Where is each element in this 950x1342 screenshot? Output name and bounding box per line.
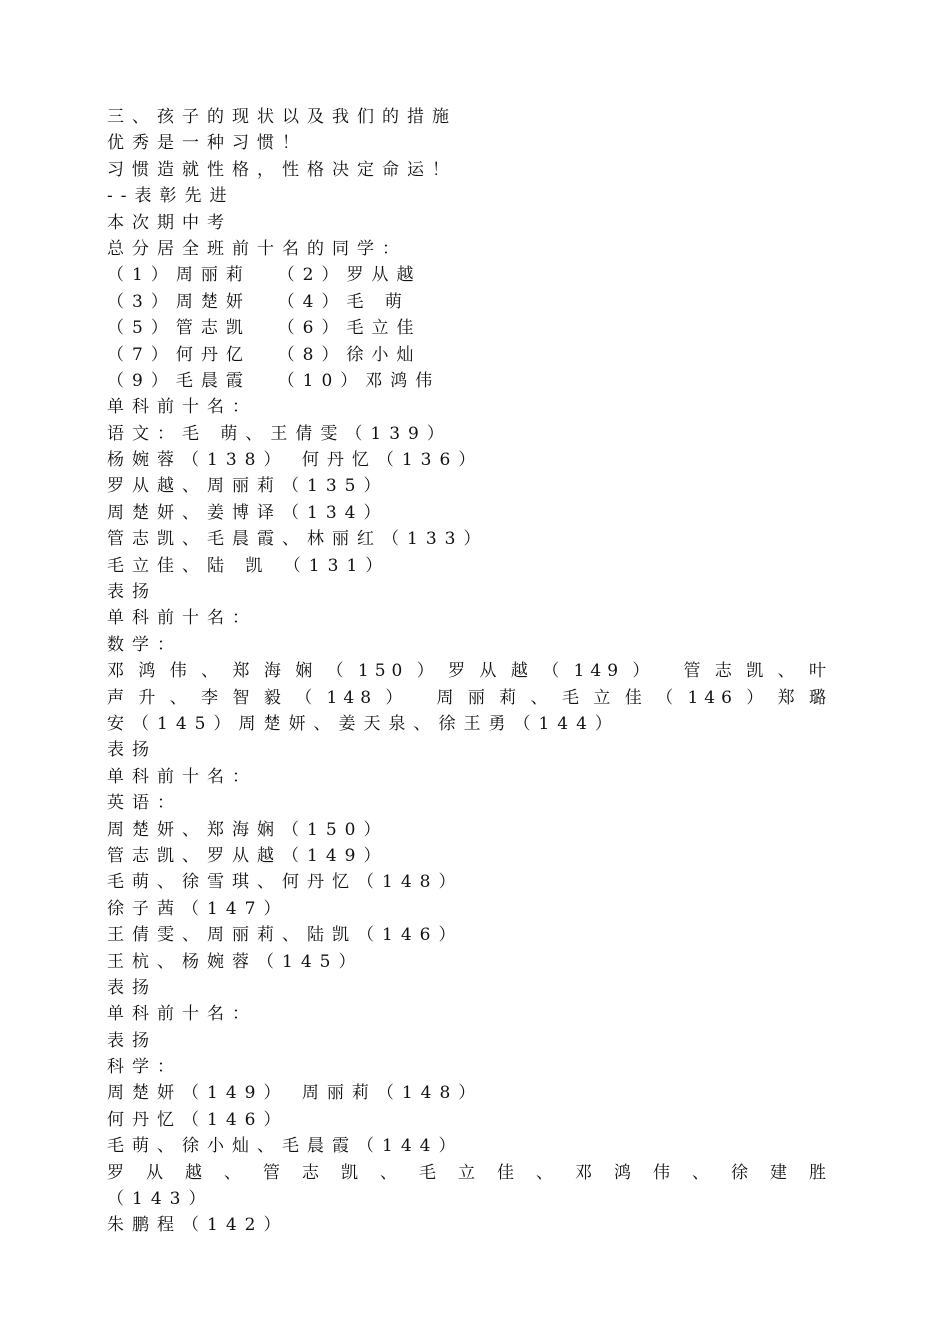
motto-line: 优秀是一种习惯！ (107, 133, 307, 154)
score-line: 徐子茜（147） (107, 898, 289, 919)
score-line: 杨婉蓉（138） 何丹忆（136） (107, 450, 484, 471)
document-page (107, 104, 832, 1239)
subject-label: 英语： (107, 793, 182, 814)
score-line: 毛萌、徐雪琪、何丹忆（148） (107, 872, 464, 893)
score-line: （143） (107, 1189, 214, 1210)
motto-line: 习惯造就性格，性格决定命运！ (107, 159, 457, 180)
subject-label: 数学： (107, 634, 182, 655)
subject-heading: 单科前十名： (107, 1004, 257, 1025)
subject-heading: 单科前十名： (107, 397, 257, 418)
ranking-line: （7）何丹亿 （8）徐小灿 (107, 344, 422, 365)
score-line: 罗从越、管志凯、毛立佳、邓鸿伟、徐建胜 (107, 1162, 832, 1183)
praise-label: 表扬 (107, 1030, 157, 1051)
subject-heading: 单科前十名： (107, 766, 257, 787)
praise-label: 表扬 (107, 582, 157, 603)
subheading: --表彰先进 (107, 186, 235, 207)
text-line: 总分居全班前十名的同学： (107, 238, 407, 259)
praise-label: 表扬 (107, 740, 157, 761)
score-line: 何丹忆（146） (107, 1109, 289, 1130)
praise-label: 表扬 (107, 977, 157, 998)
score-line: 语文：毛 萌、王倩雯（139） (107, 423, 452, 444)
ranking-line: （1）周丽莉 （2）罗从越 (107, 265, 422, 286)
subject-heading: 单科前十名： (107, 608, 257, 629)
score-line: 朱鹏程（142） (107, 1215, 289, 1236)
score-line: 罗从越、周丽莉（135） (107, 476, 389, 497)
score-line: 邓鸿伟、郑海娴（150）罗从越（149） 管志凯、叶 (107, 661, 832, 682)
score-line: 安（145）周楚妍、姜天泉、徐王勇（144） (107, 713, 620, 734)
section-heading: 三、孩子的现状以及我们的措施 (107, 107, 457, 127)
score-line: 周楚妍（149） 周丽莉（148） (107, 1083, 484, 1104)
ranking-line: （9）毛晨霞 （10）邓鸿伟 (107, 370, 441, 391)
subject-label: 科学： (107, 1057, 182, 1078)
text-line: 本次期中考 (107, 212, 232, 233)
score-line: 声升、李智毅（148） 周丽莉、毛立佳（146）郑璐 (107, 687, 832, 708)
score-line: 管志凯、毛晨霞、林丽红（133） (107, 529, 489, 550)
score-line: 管志凯、罗从越（149） (107, 845, 389, 866)
score-line: 王倩雯、周丽莉、陆凯（146） (107, 925, 464, 946)
ranking-line: （3）周楚妍 （4）毛 萌 (107, 291, 410, 312)
ranking-line: （5）管志凯 （6）毛立佳 (107, 318, 422, 339)
score-line: 毛萌、徐小灿、毛晨霞（144） (107, 1136, 464, 1157)
score-line: 王杭、杨婉蓉（145） (107, 951, 364, 972)
score-line: 毛立佳、陆 凯 （131） (107, 555, 391, 576)
score-line: 周楚妍、郑海娴（150） (107, 819, 389, 840)
score-line: 周楚妍、姜博译（134） (107, 502, 389, 523)
